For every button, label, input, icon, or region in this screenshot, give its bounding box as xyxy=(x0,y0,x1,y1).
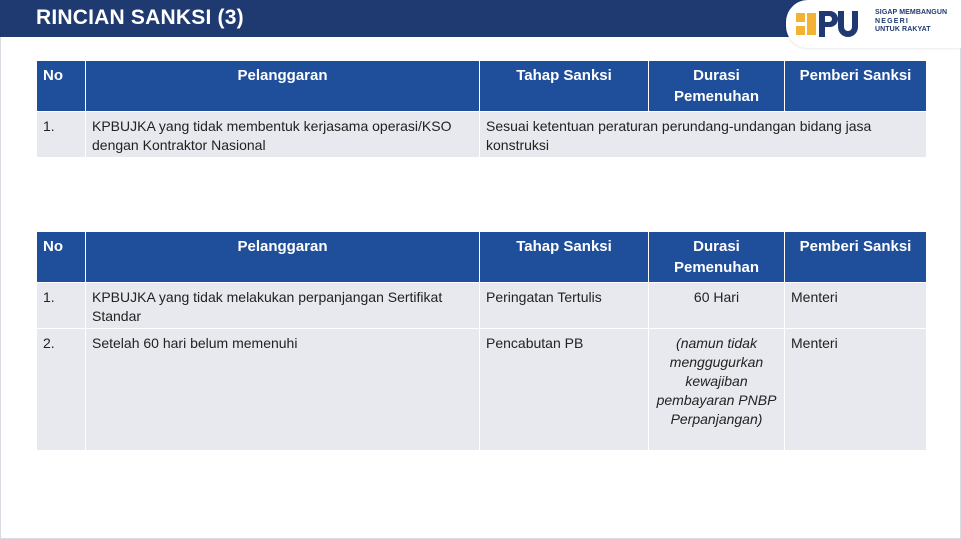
sanksi-table-sertifikat xyxy=(36,231,927,451)
column-header-tahap-sanksi: Tahap Sanksi xyxy=(480,232,649,283)
column-header-durasi-pemenuhan: Durasi Pemenuhan xyxy=(649,61,785,112)
column-header-no: No xyxy=(37,232,86,283)
sanksi-table-kso xyxy=(36,60,927,158)
cell-durasi-pemenuhan: 60 Hari xyxy=(649,283,785,329)
logo-tagline xyxy=(875,9,947,35)
cell-no: 1. xyxy=(37,283,86,329)
cell-no: 2. xyxy=(37,329,86,451)
page-title: RINCIAN SANKSI (3) xyxy=(36,6,244,29)
logo-tagline-line: NEGERI xyxy=(875,17,910,25)
cell-pelanggaran: KPBUJKA yang tidak melakukan perpanjangan Sertifikat Standar xyxy=(86,283,480,329)
cell-pemberi-sanksi: Menteri xyxy=(785,329,927,451)
column-header-pelanggaran: Pelanggaran xyxy=(86,232,480,283)
table-row xyxy=(37,329,927,451)
cell-no: 1. xyxy=(37,112,86,158)
column-header-durasi-pemenuhan: Durasi Pemenuhan xyxy=(649,232,785,283)
table-header-row xyxy=(37,232,927,283)
logo-tagline-line: SIGAP MEMBANGUN xyxy=(875,9,948,16)
cell-pelanggaran: KPBUJKA yang tidak membentuk kerjasama operasi/KSO dengan Kontraktor Nasional xyxy=(86,112,480,158)
column-header-pemberi-sanksi: Pemberi Sanksi xyxy=(785,61,927,112)
cell-pemberi-sanksi: Menteri xyxy=(785,283,927,329)
column-header-tahap-sanksi: Tahap Sanksi xyxy=(480,61,649,112)
pu-logo-icon xyxy=(796,9,858,39)
table-header-row xyxy=(37,61,927,112)
cell-durasi-pemenuhan: (namun tidak menggugurkan kewajiban pembayaran PNBP Perpanjangan) xyxy=(649,329,785,451)
cell-tahap-sanksi: Peringatan Tertulis xyxy=(480,283,649,329)
pu-logo xyxy=(786,0,961,48)
table-row xyxy=(37,112,927,158)
logo-tagline-line: UNTUK RAKYAT xyxy=(875,26,931,33)
column-header-pemberi-sanksi: Pemberi Sanksi xyxy=(785,232,927,283)
table-row xyxy=(37,283,927,329)
cell-tahap-sanksi: Pencabutan PB xyxy=(480,329,649,451)
cell-ketentuan: Sesuai ketentuan peraturan perundang-undangan bidang jasa konstruksi xyxy=(480,112,927,158)
cell-pelanggaran: Setelah 60 hari belum memenuhi xyxy=(86,329,480,451)
column-header-pelanggaran: Pelanggaran xyxy=(86,61,480,112)
column-header-no: No xyxy=(37,61,86,112)
